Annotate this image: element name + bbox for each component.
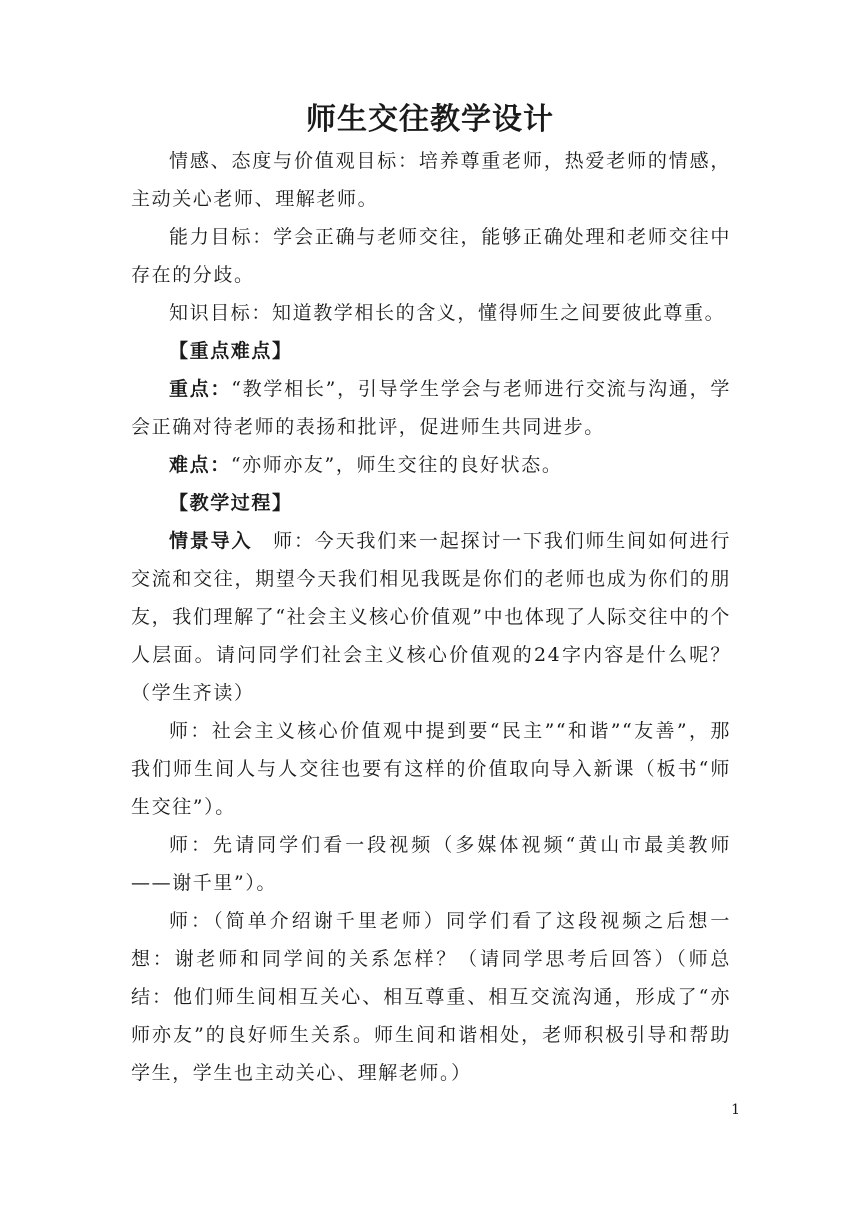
paragraph-emotion-goal [131,142,731,218]
paragraph-scene-intro [131,522,731,712]
paragraph-text: 知识目标：知道教学相长的含义，懂得师生之间要彼此尊重。 [169,302,726,324]
section-heading-teaching-process [131,484,731,522]
document-title: 师生交往教学设计 [306,102,554,137]
paragraph-difficult-point [131,446,731,484]
paragraph-key-point [131,370,731,446]
paragraph-teacher-video [131,826,731,902]
page-number: 1 [731,1102,740,1118]
paragraph-text: 师：今天我们来一起探讨一下我们师生间如何进行交流和交往，期望今天我们相见我既是你们的老师也成为你们的朋友，我们理解了“社会主义核心价值观”中也体现了人际交往中的个人层面。请问同学们社会主义核心价值观的24字内容是什么呢？（学生齐读） [131,530,731,704]
paragraph-text: 能力目标：学会正确与老师交往，能够正确处理和老师交往中存在的分歧。 [131,226,731,286]
section-heading-key-points [131,332,731,370]
paragraph-text: “亦师亦友”，师生交往的良好状态。 [230,454,563,476]
paragraph-text: 情感、态度与价值观目标：培养尊重老师，热爱老师的情感，主动关心老师、理解老师。 [131,150,731,210]
paragraph-teacher-summary [131,902,731,1092]
paragraph-knowledge-goal [131,294,731,332]
section-heading: 【教学过程】 [169,492,293,514]
paragraph-text: “教学相长”，引导学生学会与老师进行交流与沟通，学会正确对待老师的表扬和批评，促进师生共同进步。 [131,378,731,438]
paragraph-ability-goal [131,218,731,294]
paragraph-lead: 情景导入 [169,530,253,552]
paragraph-text: 师：社会主义核心价值观中提到要“民主”“和谐”“友善”，那我们师生间人与人交往也要有这样的价值取向导入新课（板书“师生交往”）。 [131,720,731,818]
paragraph-lead: 难点： [169,454,231,476]
paragraph-text: 师：先请同学们看一段视频（多媒体视频“黄山市最美教师——谢千里”）。 [131,834,731,894]
document-body [131,142,731,1092]
paragraph-text: 师：（简单介绍谢千里老师）同学们看了这段视频之后想一想：谢老师和同学间的关系怎样？（请同学思考后回答）（师总结：他们师生间相互关心、相互尊重、相互交流沟通，形成了“亦师亦友”的良好师生关系。师生间和谐相处，老师积极引导和帮助学生，学生也主动关心、理解老师。） [131,910,731,1084]
paragraph-lead: 重点： [169,378,232,400]
section-heading: 【重点难点】 [169,340,293,362]
paragraph-teacher-values [131,712,731,826]
